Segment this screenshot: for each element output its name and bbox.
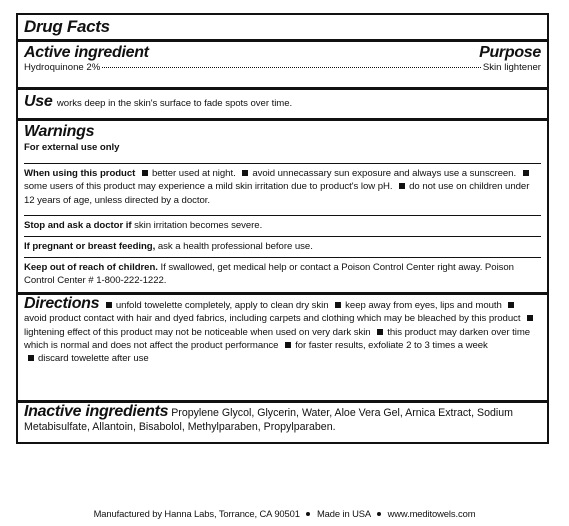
title-section	[24, 17, 541, 37]
divider	[24, 215, 541, 216]
stop-paragraph	[24, 219, 541, 232]
square-bullet-icon	[142, 170, 148, 176]
active-ingredient-purpose: Skin lightener	[482, 62, 541, 73]
drug-facts-panel	[16, 13, 549, 444]
pregnant-paragraph	[24, 240, 541, 253]
purpose-heading: Purpose	[479, 44, 541, 61]
directions-section	[24, 297, 541, 365]
divider	[18, 87, 547, 90]
inactive-section	[24, 405, 541, 434]
when-using-paragraph	[24, 167, 541, 207]
website-text: www.meditowels.com	[387, 508, 476, 519]
external-use-text: For external use only	[24, 142, 120, 153]
warnings-heading: Warnings	[24, 123, 95, 140]
leader-dots	[102, 67, 481, 68]
square-bullet-icon	[399, 183, 405, 189]
pregnant-text: ask a health professional before use.	[157, 241, 313, 252]
direction-item: this product may darken over time which is normal and does not affect the product performance	[24, 326, 531, 351]
pregnant-label: If pregnant or breast feeding,	[24, 241, 156, 252]
square-bullet-icon	[508, 302, 514, 308]
active-ingredient-name: Hydroquinone 2%	[24, 62, 101, 73]
divider	[24, 257, 541, 258]
when-using-label: When using this product	[24, 168, 136, 179]
active-ingredient-heading: Active ingredient	[24, 44, 149, 61]
use-section	[24, 93, 541, 111]
stop-label: Stop and ask a doctor if	[24, 220, 132, 231]
divider	[18, 118, 547, 121]
direction-item: discard towelette after use	[38, 353, 149, 365]
square-bullet-icon	[377, 329, 383, 335]
when-using-item: avoid unnecassary sun exposure and always use a sunscreen.	[252, 168, 517, 179]
warnings-section	[24, 123, 541, 154]
use-heading: Use	[24, 93, 53, 110]
reach-label: Keep out of reach of children.	[24, 262, 158, 273]
bullet-icon	[306, 512, 310, 516]
when-using-item: some users of this product may experience a mild skin irritation due to product's low pH.	[24, 181, 393, 193]
use-text: works deep in the skin's surface to fade spots over time.	[56, 98, 293, 109]
divider	[18, 39, 547, 42]
reach-paragraph	[24, 261, 541, 288]
square-bullet-icon	[527, 315, 533, 321]
origin-text: Made in USA	[316, 508, 371, 519]
directions-heading: Directions	[24, 295, 100, 312]
when-using-item: do not use on children under 12 years of age, unless directed by a doctor.	[24, 181, 530, 206]
divider	[24, 236, 541, 237]
stop-text: skin irritation becomes severe.	[134, 220, 263, 231]
drug-facts-title: Drug Facts	[24, 17, 110, 36]
square-bullet-icon	[523, 170, 529, 176]
manufacturer-text: Manufactured by Hanna Labs, Torrance, CA 90501	[93, 508, 300, 519]
direction-item: unfold towelette completely, apply to clean dry skin	[115, 300, 329, 311]
square-bullet-icon	[242, 170, 248, 176]
direction-item: for faster results, exfoliate 2 to 3 times a week	[295, 339, 488, 351]
square-bullet-icon	[28, 355, 34, 361]
active-ingredient-row	[24, 62, 541, 73]
direction-item: avoid product contact with hair and dyed fabrics, including carpets and clothing which may be bleached by this product	[24, 313, 521, 325]
square-bullet-icon	[106, 302, 112, 308]
square-bullet-icon	[285, 342, 291, 348]
inactive-heading: Inactive ingredients	[24, 403, 169, 420]
bullet-icon	[377, 512, 381, 516]
square-bullet-icon	[335, 302, 341, 308]
reach-text: If swallowed, get medical help or contact a Poison Control Center right away. Poison Control Center # 1-800-222-1222.	[24, 262, 514, 287]
when-using-item: better used at night.	[151, 168, 236, 179]
footer	[0, 508, 569, 519]
inactive-text: Propylene Glycol, Glycerin, Water, Aloe Vera Gel, Arnica Extract, Sodium Metabisulfate, Allantoin, Bisabolol, Methylparaben, Propylparaben.	[24, 407, 513, 433]
divider	[24, 163, 541, 164]
direction-item: lightening effect of this product may not be noticeable when used on very dark skin	[24, 326, 371, 338]
active-ingredient-section	[24, 44, 541, 73]
direction-item: keep away from eyes, lips and mouth	[345, 300, 502, 311]
